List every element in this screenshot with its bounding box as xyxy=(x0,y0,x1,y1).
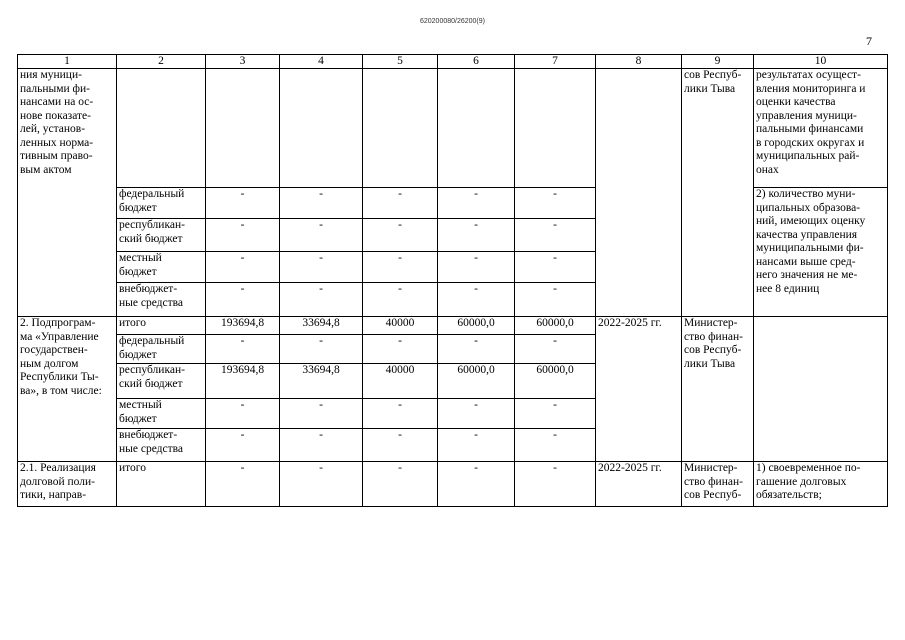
column-number: 6 xyxy=(438,55,515,69)
value-cell: - xyxy=(206,429,280,462)
empty-cell xyxy=(363,69,438,188)
value-cell: - xyxy=(206,188,280,219)
value-cell: - xyxy=(206,219,280,252)
column-number: 4 xyxy=(280,55,363,69)
column-numbers-row xyxy=(18,55,888,69)
value-cell: - xyxy=(280,188,363,219)
empty-cell xyxy=(438,69,515,188)
empty-cell xyxy=(280,69,363,188)
empty-cell xyxy=(515,69,596,188)
funding-source-cell: итого xyxy=(117,462,206,507)
column-number: 10 xyxy=(754,55,888,69)
funding-source-cell: федеральный бюджет xyxy=(117,188,206,219)
value-cell: - xyxy=(280,335,363,364)
executor-cell: сов Респуб- лики Тыва xyxy=(682,69,754,317)
funding-source-cell: федеральный бюджет xyxy=(117,335,206,364)
column-number: 1 xyxy=(18,55,117,69)
value-cell: - xyxy=(363,219,438,252)
funding-source-cell: местный бюджет xyxy=(117,399,206,429)
value-cell: 40000 xyxy=(363,317,438,335)
value-cell: - xyxy=(515,188,596,219)
measure-name-cell: ния муници- пальными фи- нансами на ос- нове показате- лей, установ- ленных норма- тивным право- вым актом xyxy=(18,69,117,317)
table-row xyxy=(18,462,888,507)
value-cell: - xyxy=(438,252,515,283)
value-cell: - xyxy=(206,283,280,317)
result-cell: 2) количество муни- ципальных образова- ний, имеющих оценку качества управления муниципальными фи- нансами выше сред- него значения не ме- нее 8 единиц xyxy=(754,188,888,317)
value-cell: 193694,8 xyxy=(206,317,280,335)
value-cell: - xyxy=(515,219,596,252)
period-cell xyxy=(596,69,682,317)
executor-cell: Министер- ство финан- сов Респуб- xyxy=(682,462,754,507)
value-cell: - xyxy=(280,252,363,283)
value-cell: - xyxy=(438,399,515,429)
page-number: 7 xyxy=(866,34,872,48)
value-cell: - xyxy=(438,188,515,219)
empty-cell xyxy=(117,69,206,188)
value-cell: - xyxy=(206,462,280,507)
value-cell: - xyxy=(363,335,438,364)
value-cell: - xyxy=(280,399,363,429)
document-code: 620200080/26200(9) xyxy=(419,18,485,25)
table-row xyxy=(18,69,888,188)
value-cell: - xyxy=(515,283,596,317)
value-cell: 40000 xyxy=(363,364,438,399)
value-cell: - xyxy=(515,335,596,364)
funding-source-cell: итого xyxy=(117,317,206,335)
value-cell: - xyxy=(438,462,515,507)
empty-cell xyxy=(206,69,280,188)
value-cell: - xyxy=(206,399,280,429)
period-cell: 2022-2025 гг. xyxy=(596,317,682,462)
value-cell: 60000,0 xyxy=(438,317,515,335)
budget-table xyxy=(17,54,888,507)
result-cell xyxy=(754,317,888,462)
value-cell: - xyxy=(206,252,280,283)
value-cell: - xyxy=(515,399,596,429)
table-row xyxy=(18,317,888,335)
value-cell: 33694,8 xyxy=(280,364,363,399)
value-cell: - xyxy=(438,283,515,317)
value-cell: - xyxy=(438,219,515,252)
value-cell: - xyxy=(280,462,363,507)
value-cell: - xyxy=(363,188,438,219)
value-cell: - xyxy=(280,429,363,462)
executor-cell: Министер- ство финан- сов Респуб- лики Тыва xyxy=(682,317,754,462)
value-cell: 60000,0 xyxy=(515,317,596,335)
table-row xyxy=(18,188,888,219)
column-number: 8 xyxy=(596,55,682,69)
value-cell: - xyxy=(280,283,363,317)
result-cell: результатах осущест- вления мониторинга и оценки качества управления муници- пальными финансами в городских округах и муниципальных рай- онах xyxy=(754,69,888,188)
value-cell: - xyxy=(515,429,596,462)
value-cell: - xyxy=(363,252,438,283)
value-cell: 33694,8 xyxy=(280,317,363,335)
value-cell: - xyxy=(206,335,280,364)
value-cell: - xyxy=(438,429,515,462)
funding-source-cell: республикан- ский бюджет xyxy=(117,219,206,252)
column-number: 5 xyxy=(363,55,438,69)
period-cell: 2022-2025 гг. xyxy=(596,462,682,507)
value-cell: - xyxy=(515,462,596,507)
funding-source-cell: внебюджет- ные средства xyxy=(117,283,206,317)
value-cell: 60000,0 xyxy=(515,364,596,399)
value-cell: - xyxy=(363,283,438,317)
result-cell: 1) своевременное по- гашение долговых обязательств; xyxy=(754,462,888,507)
value-cell: - xyxy=(280,219,363,252)
measure-name-cell: 2.1. Реализация долговой поли- тики, направ- xyxy=(18,462,117,507)
column-number: 9 xyxy=(682,55,754,69)
column-number: 2 xyxy=(117,55,206,69)
funding-source-cell: республикан- ский бюджет xyxy=(117,364,206,399)
column-number: 3 xyxy=(206,55,280,69)
value-cell: - xyxy=(515,252,596,283)
column-number: 7 xyxy=(515,55,596,69)
value-cell: 60000,0 xyxy=(438,364,515,399)
funding-source-cell: внебюджет- ные средства xyxy=(117,429,206,462)
measure-name-cell: 2. Подпрограм- ма «Управление государствен- ным долгом Республики Ты- ва», в том числе: xyxy=(18,317,117,462)
value-cell: - xyxy=(363,429,438,462)
value-cell: 193694,8 xyxy=(206,364,280,399)
value-cell: - xyxy=(438,335,515,364)
funding-source-cell: местный бюджет xyxy=(117,252,206,283)
value-cell: - xyxy=(363,399,438,429)
value-cell: - xyxy=(363,462,438,507)
